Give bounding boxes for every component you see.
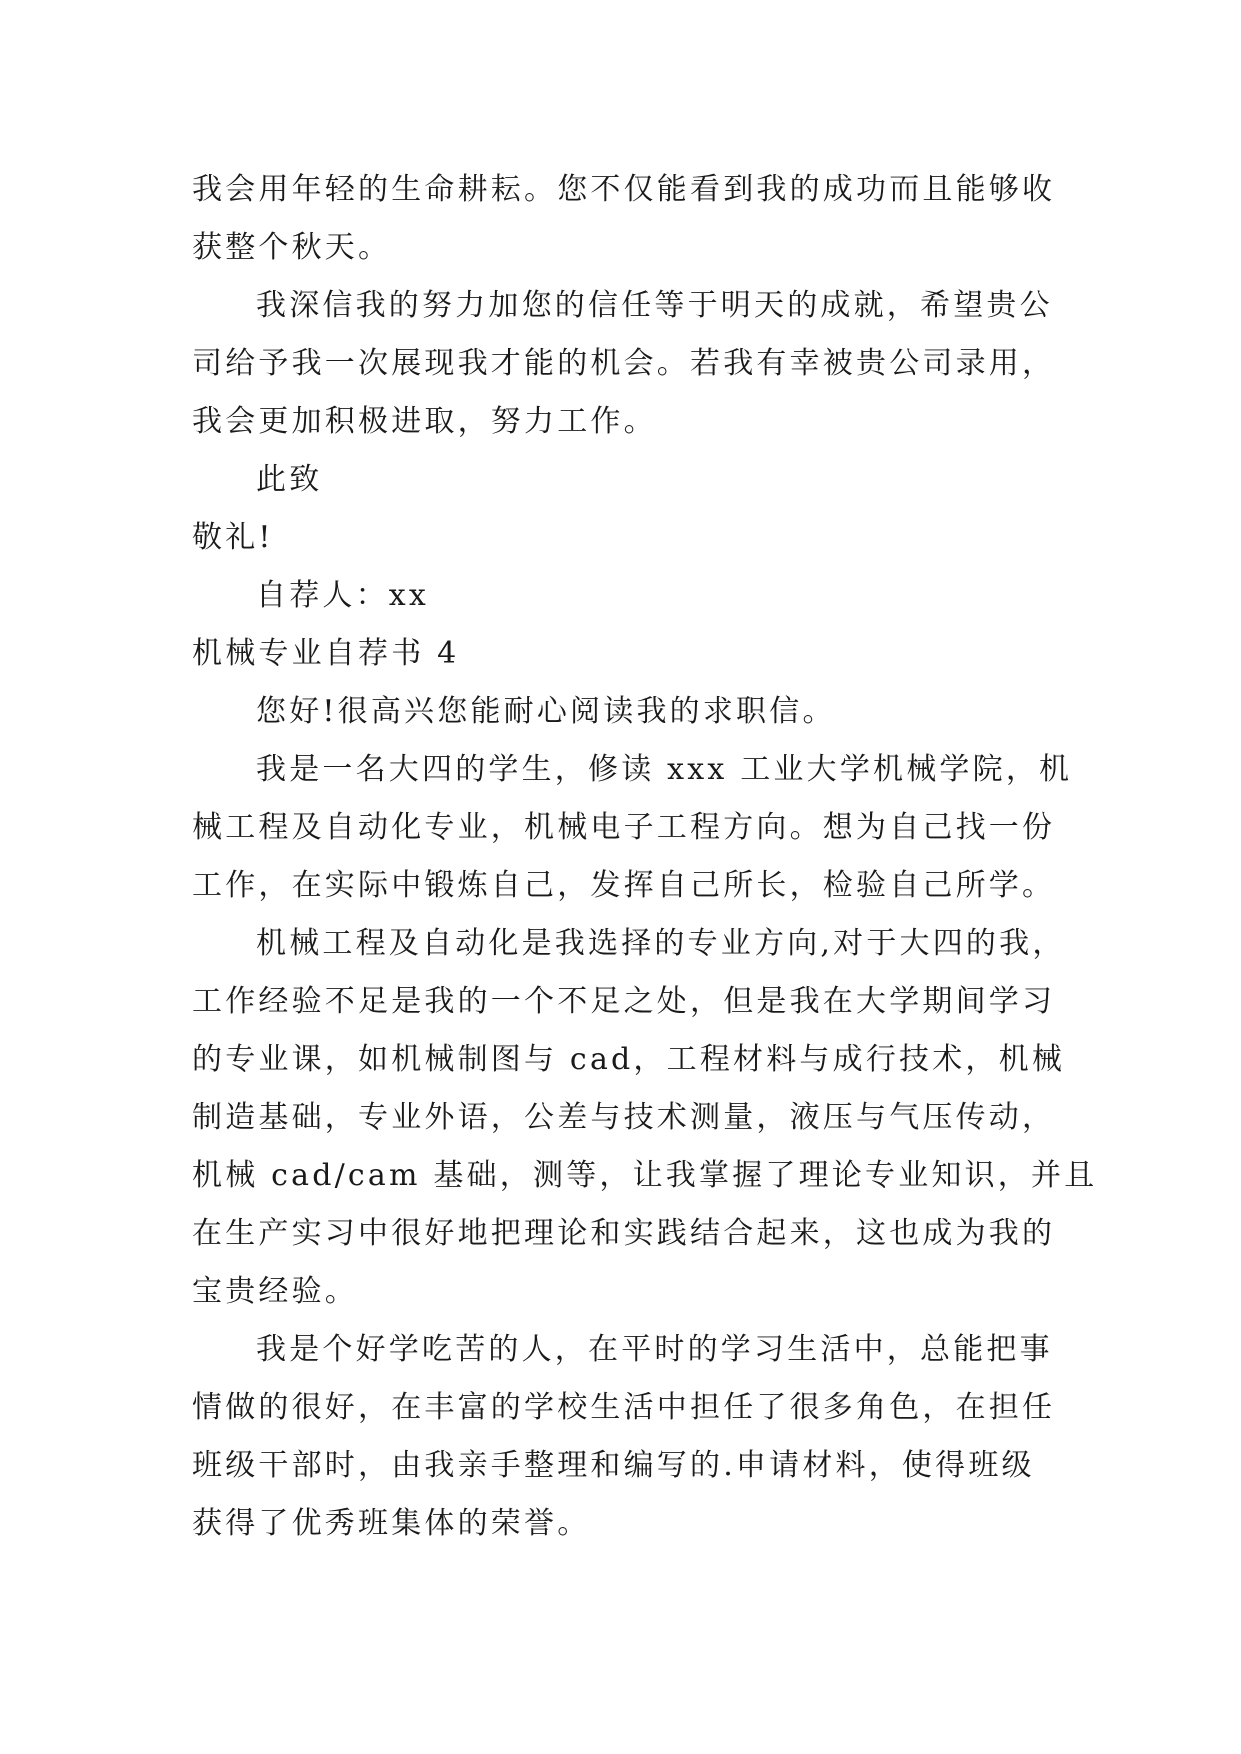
paragraph-start-line: 我是个好学吃苦的人，在平时的学习生活中，总能把事 [256,1332,1053,1367]
body-text-line: 班级干部时，由我亲手整理和编写的.申请材料，使得班级 [192,1448,1035,1483]
closing-salutation: 此致 [256,462,323,497]
body-text-line: 械工程及自动化专业，机械电子工程方向。想为自己找一份 [192,810,1056,845]
body-text-line: 情做的很好，在丰富的学校生活中担任了很多角色，在担任 [192,1390,1056,1425]
paragraph-start-line: 我是一名大四的学生，修读 xxx 工业大学机械学院，机 [256,752,1073,787]
body-text-line: 我会用年轻的生命耕耘。您不仅能看到我的成功而且能够收 [192,172,1056,207]
body-text-line: 机械 cad/cam 基础，测等，让我掌握了理论专业知识，并且 [192,1158,1098,1193]
body-text-line: 我会更加积极进取，努力工作。 [192,404,657,439]
paragraph-start-line: 机械工程及自动化是我选择的专业方向,对于大四的我， [256,926,1066,961]
body-text-line: 在生产实习中很好地把理论和实践结合起来，这也成为我的 [192,1216,1056,1251]
paragraph-start-line: 我深信我的努力加您的信任等于明天的成就，希望贵公 [256,288,1053,323]
body-text-line: 司给予我一次展现我才能的机会。若我有幸被贵公司录用， [192,346,1056,381]
body-text-line: 获整个秋天。 [192,230,392,265]
section-heading: 机械专业自荐书 4 [192,636,460,671]
body-text-line: 的专业课，如机械制图与 cad，工程材料与成行技术，机械 [192,1042,1066,1077]
closing-regards: 敬礼! [192,520,274,555]
body-text-line: 制造基础，专业外语，公差与技术测量，液压与气压传动， [192,1100,1056,1135]
body-text-line: 宝贵经验。 [192,1274,358,1309]
body-text-line: 工作经验不足是我的一个不足之处，但是我在大学期间学习 [192,984,1056,1019]
signature-line: 自荐人：xx [256,578,430,613]
greeting-line: 您好!很高兴您能耐心阅读我的求职信。 [256,694,836,729]
body-text-line: 工作，在实际中锻炼自己，发挥自己所长，检验自己所学。 [192,868,1056,903]
body-text-line: 获得了优秀班集体的荣誉。 [192,1506,591,1541]
